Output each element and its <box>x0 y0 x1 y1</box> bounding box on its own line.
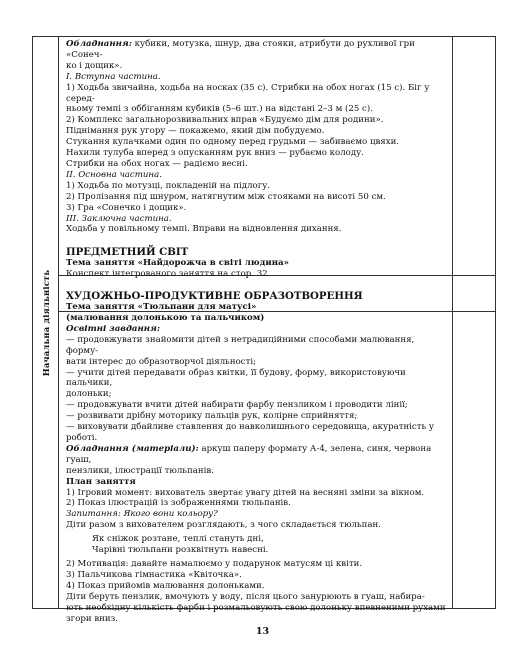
section-sidebar <box>33 37 59 608</box>
plan-line: згори вниз. <box>66 613 119 624</box>
materials-line-2: ко і дощик». <box>66 60 123 71</box>
goals-heading: Освітні завдання: <box>66 323 161 334</box>
summary-line: Конспект інтегрованого заняття на стор. 32 <box>66 269 268 280</box>
equipment-line-2: пензлики, ілюстрації тюльпанів. <box>66 465 214 476</box>
goal-line: — продовжувати вчити дітей набирати фарбу пензликом і проводити лінії; <box>66 400 408 411</box>
topic-line: Тема заняття «Тюльпани для матусі» <box>66 302 257 313</box>
intro-line: 1) Ходьба звичайна, ходьба на носках (35 с). Стрибки на обох ногах (15 с). Біг у серед- <box>66 82 430 104</box>
goal-line: — продовжувати знайомити дітей з нетрадиційними способами малювання, форму- <box>66 334 415 356</box>
goal-line: — учити дітей передавати образ квітки, її будову, форму, використовуючи пальчики, <box>66 367 406 389</box>
intro-line: 2) Комплекс загальнорозвивальних вправ «Будуємо дім для родини». <box>66 115 384 126</box>
goal-line: долоньки; <box>66 389 112 400</box>
plan-line: ють необхідну кількість фарби і розмальовують свою долоньку впевненими рухами <box>66 602 446 613</box>
materials-text: кубики, мотузка, шнур, два стояки, атрибути до рухливої гри «Сонеч- <box>66 39 415 60</box>
topic-line: Тема заняття «Найдорожча в світі людина» <box>66 258 289 269</box>
materials-line <box>66 39 449 61</box>
question-line: Запитання: Якого вони кольору? <box>66 509 218 520</box>
goal-line: — розвивати дрібну моторику пальців рук, колірне сприйняття; <box>66 411 358 422</box>
poem-line: Чарівні тюльпани розквітнуть навесні. <box>92 545 269 556</box>
main-line: 3) Гра «Сонечко і дощик». <box>66 202 187 213</box>
equipment-label: Обладнання (матеріали): <box>66 443 199 454</box>
plan-line: 2) Мотивація: давайте намалюємо у подарунок матусям ці квіти. <box>66 558 363 569</box>
goal-line: — виховувати дбайливе ставлення до навколишнього середовища, акуратність у роботі. <box>66 422 434 443</box>
content-column <box>66 39 449 624</box>
plan-line: 3) Пальчикова гімнастика «Квіточка». <box>66 569 242 580</box>
topic-subline: (малювання долонькою та пальчиком) <box>66 313 265 324</box>
goal-line: вати інтерес до образотворчої діяльності; <box>66 356 256 367</box>
page-frame <box>32 36 496 624</box>
intro-heading: І. Вступна частина. <box>66 71 161 82</box>
materials-label: Обладнання: <box>66 39 132 49</box>
main-line: 1) Ходьба по мотузці, покладеній на підлогу. <box>66 180 271 191</box>
intro-line: Нахили тулуба вперед з опусканням рук вниз — рубаємо колоду. <box>66 148 364 159</box>
equipment-text: аркуш паперу формату А-4, зелена, синя, червона гуаш, <box>66 443 432 465</box>
main-line: 2) Пролізання під шнуром, натягнутим між стояками на висоті 50 см. <box>66 191 386 202</box>
plan-heading: План заняття <box>66 476 136 487</box>
main-heading: ІІ. Основна частина. <box>66 169 162 180</box>
plan-line: 1) Ігровий момент: вихователь звертає увагу дітей на весняні зміни за вікном. <box>66 487 425 498</box>
equipment-line <box>66 444 449 466</box>
section-heading-subject-world: ПРЕДМЕТНИЙ СВІТ <box>66 246 189 259</box>
intro-line: ньому темпі з оббіганням кубиків (5–6 шт.) на відстані 2–3 м (25 с). <box>66 104 373 115</box>
plan-line: Діти беруть пензлик, вмочують у воду, після цього занурюють в гуаш, набира- <box>66 591 425 602</box>
page-number: 13 <box>255 626 270 637</box>
intro-line: Стукання кулачками один по одному перед грудьми — забиваємо цвяхи. <box>66 137 400 148</box>
final-heading: ІІІ. Заключна частина. <box>66 213 172 224</box>
final-line: Ходьба у повільному темпі. Вправи на відновлення дихання. <box>66 224 342 235</box>
intro-line: Піднімання рук угору — покажемо, який дім побудуємо. <box>66 126 325 137</box>
section-heading-art: ХУДОЖНЬО-ПРОДУКТИВНЕ ОБРАЗОТВОРЕННЯ <box>66 290 363 303</box>
plan-line: 4) Показ прийомів малювання долоньками. <box>66 580 265 591</box>
right-column-divider <box>452 37 453 608</box>
poem-line: Як сніжок розтане, теплі стануть дні, <box>92 534 264 545</box>
plan-line: Діти разом з вихователем розглядають, з чого складається тюльпан. <box>66 520 381 531</box>
sidebar-label: Начальна діяльність <box>41 269 51 377</box>
plan-line: 2) Показ ілюстрацій із зображеннями тюльпанів. <box>66 498 291 509</box>
intro-line: Стрибки на обох ногах — радіємо весні. <box>66 158 248 169</box>
